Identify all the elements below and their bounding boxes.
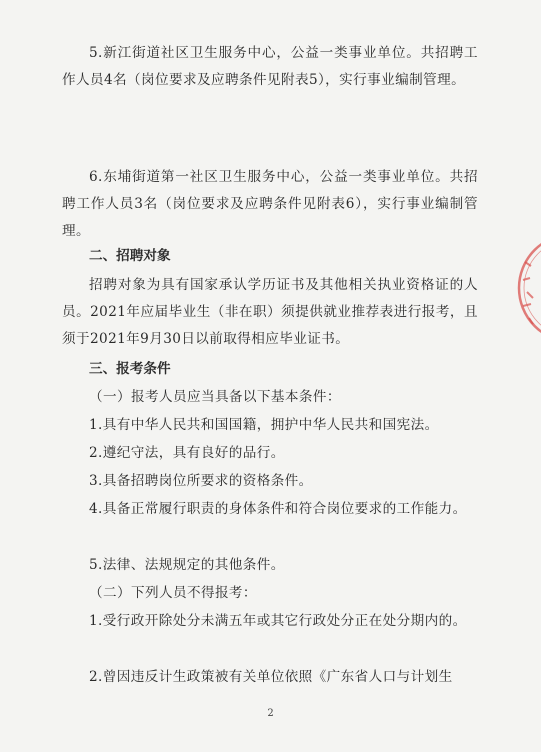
- disqualified-item-2: 2.曾因违反计生政策被有关单位依照《广东省人口与计划生: [89, 669, 453, 685]
- condition-item-3: 3.具备招聘岗位所要求的资格条件。: [89, 473, 313, 489]
- paragraph-item-6: 6.东埔街道第一社区卫生服务中心，公益一类事业单位。共招聘工作人员3名（岗位要求及应聘条件见附表6），实行事业编制管理。: [62, 169, 478, 239]
- condition-item-4: 4.具备正常履行职责的身体条件和符合岗位要求的工作能力。: [89, 501, 467, 517]
- paragraph-item-5: 5.新江街道社区卫生服务中心，公益一类事业单位。共招聘工作人员4名（岗位要求及应聘条件见附表5），实行事业编制管理。: [62, 45, 478, 88]
- page-number: 2: [267, 708, 274, 719]
- subsection-basic-conditions: （一）报考人员应当具备以下基本条件：: [89, 389, 341, 405]
- section-heading-application-conditions: 三、报考条件: [89, 361, 171, 377]
- section-heading-recruitment-targets: 二、招聘对象: [89, 248, 171, 264]
- condition-item-1: 1.具有中华人民共和国国籍，拥护中华人民共和国宪法。: [89, 417, 439, 433]
- disqualified-item-1: 1.受行政开除处分未满五年或其它行政处分正在处分期内的。: [89, 613, 467, 629]
- condition-item-2: 2.遵纪守法，具有良好的品行。: [89, 445, 285, 461]
- paragraph-recruitment-targets: 招聘对象为具有国家承认学历证书及其他相关执业资格证的人员。2021年应届毕业生（非在职）须提供就业推荐表进行报考，且须于2021年9月30日以前取得相应毕业证书。: [62, 277, 478, 347]
- condition-item-5: 5.法律、法规规定的其他条件。: [89, 557, 285, 573]
- subsection-disqualified: （二）下列人员不得报考：: [89, 585, 257, 601]
- red-seal-stamp: [511, 228, 541, 348]
